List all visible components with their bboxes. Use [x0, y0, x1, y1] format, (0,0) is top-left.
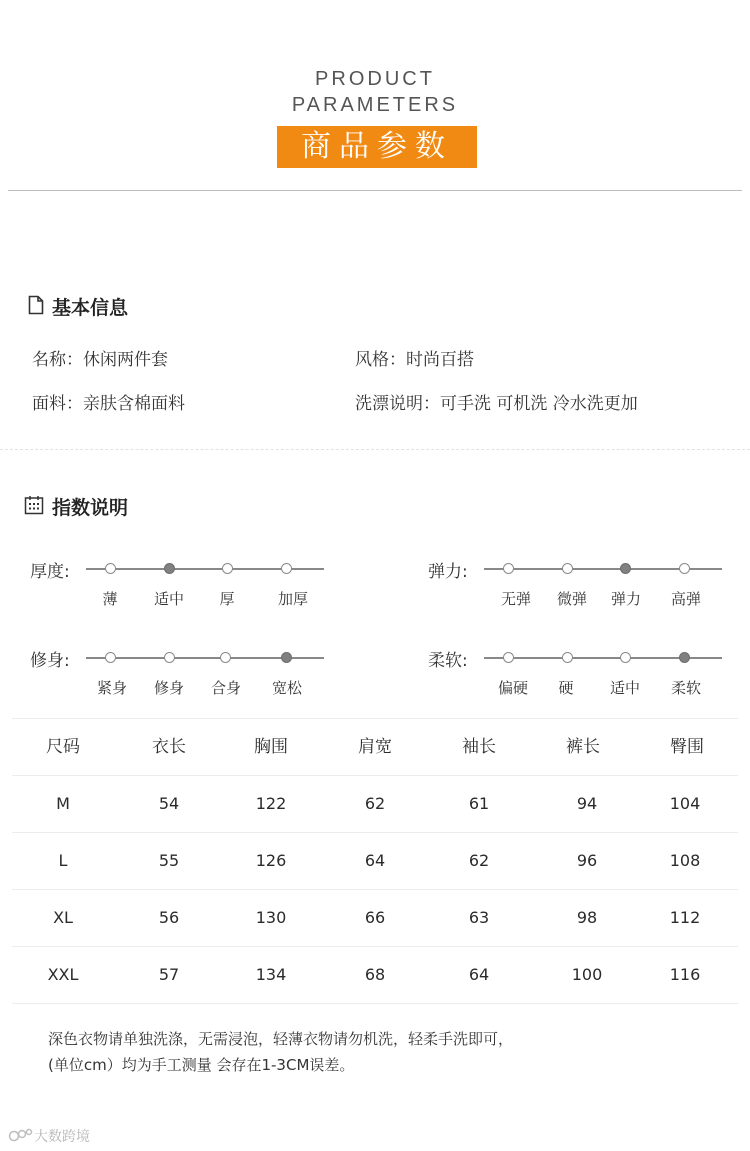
info-name — [32, 345, 168, 370]
care-note: 深色衣物请单独洗涤，无需浸泡，轻薄衣物请勿机洗，轻柔手洗即可， — [48, 1030, 514, 1048]
header-cn-title: 商品参数 — [277, 126, 477, 168]
table-header-row — [12, 718, 738, 775]
logo-icon — [8, 1127, 34, 1147]
scale-dot — [105, 652, 116, 663]
table-cell: L — [58, 851, 68, 870]
scale-dot — [222, 563, 233, 574]
scale-option: 合身 — [210, 679, 241, 697]
scale-option: 厚 — [219, 590, 235, 608]
watermark — [8, 1126, 90, 1147]
table-cell: 98 — [576, 908, 598, 927]
table-cell: XL — [53, 908, 73, 927]
table-cell: 94 — [576, 794, 598, 813]
scale-softness — [428, 646, 748, 702]
info-washing — [355, 389, 638, 414]
info-value: 时尚百搭 — [406, 350, 474, 370]
index-info-heading — [24, 495, 128, 521]
table-header-cell: 裤长 — [566, 737, 600, 757]
index-info-title: 指数说明 — [52, 497, 129, 519]
table-cell: 61 — [468, 794, 490, 813]
header-en-line1: PRODUCT — [315, 68, 435, 90]
table-cell: 96 — [576, 851, 598, 870]
table-cell: 104 — [669, 794, 701, 813]
info-label: 风格： — [355, 350, 406, 370]
info-label: 洗漂说明： — [355, 394, 440, 414]
scale-dot — [164, 652, 175, 663]
table-cell: 122 — [255, 794, 287, 813]
table-header-cell: 尺码 — [46, 737, 80, 757]
table-cell: 108 — [669, 851, 701, 870]
info-label: 面料： — [32, 394, 83, 414]
scale-dot — [220, 652, 231, 663]
scale-thickness — [30, 557, 350, 613]
table-cell: 62 — [364, 794, 386, 813]
scale-dot — [503, 652, 514, 663]
basic-info-heading — [28, 295, 128, 321]
document-icon — [28, 295, 44, 322]
table-cell: XXL — [47, 965, 79, 984]
table-cell: 116 — [669, 965, 701, 984]
scale-option: 宽松 — [271, 679, 302, 697]
scale-label: 修身: — [30, 651, 70, 671]
scale-option: 柔软 — [670, 679, 701, 697]
scale-option: 无弹 — [500, 590, 531, 608]
calendar-grid-icon — [24, 495, 44, 522]
table-row — [12, 889, 738, 946]
scale-dot — [503, 563, 514, 574]
table-cell: 130 — [255, 908, 287, 927]
scale-label: 厚度: — [30, 562, 70, 582]
info-fabric — [32, 389, 185, 414]
table-cell: 112 — [669, 908, 701, 927]
scale-dot — [562, 563, 573, 574]
table-cell: 62 — [468, 851, 490, 870]
header-en-line2: PARAMETERS — [291, 94, 459, 116]
scale-dot — [164, 563, 175, 574]
scale-dot — [562, 652, 573, 663]
scale-dot — [105, 563, 116, 574]
scale-dot — [679, 652, 690, 663]
scale-dot — [281, 563, 292, 574]
scale-option: 高弹 — [670, 590, 701, 608]
scale-label: 弹力: — [428, 562, 468, 582]
scale-label: 柔软: — [428, 651, 468, 671]
info-style — [355, 345, 474, 370]
table-header-cell: 袖长 — [462, 737, 496, 757]
scale-option: 修身 — [153, 679, 184, 697]
table-cell: 64 — [364, 851, 386, 870]
table-cell: 68 — [364, 965, 386, 984]
table-header-cell: 衣长 — [152, 737, 186, 757]
header-divider — [8, 190, 742, 191]
basic-info-title: 基本信息 — [52, 297, 129, 319]
scale-option: 微弹 — [556, 590, 587, 608]
scale-dot — [620, 652, 631, 663]
scale-option: 薄 — [102, 590, 118, 608]
table-cell: 57 — [158, 965, 180, 984]
section-divider — [0, 449, 750, 450]
table-header-cell: 肩宽 — [358, 737, 392, 757]
info-label: 名称： — [32, 350, 83, 370]
table-cell: 64 — [468, 965, 490, 984]
scale-option: 加厚 — [277, 590, 308, 608]
scale-option: 适中 — [153, 590, 184, 608]
scale-option: 偏硬 — [497, 679, 528, 697]
table-row — [12, 832, 738, 889]
scale-fit — [30, 646, 350, 702]
scale-option: 适中 — [609, 679, 640, 697]
scale-dot — [620, 563, 631, 574]
table-cell: 55 — [158, 851, 180, 870]
page-header — [0, 0, 750, 200]
table-header-cell: 臀围 — [670, 737, 704, 757]
size-table — [12, 718, 738, 1004]
table-cell: 63 — [468, 908, 490, 927]
scale-elasticity — [428, 557, 748, 613]
table-cell: 100 — [571, 965, 603, 984]
scale-option: 硬 — [558, 679, 574, 697]
scale-dot — [679, 563, 690, 574]
scale-option: 弹力 — [610, 590, 641, 608]
watermark-text: 大数跨境 — [34, 1129, 90, 1145]
measurement-note: (单位cm）均为手工测量 会存在1-3CM误差。 — [48, 1056, 355, 1074]
info-value: 亲肤含棉面料 — [83, 394, 185, 414]
table-cell: 66 — [364, 908, 386, 927]
table-cell: M — [56, 794, 70, 813]
info-value: 休闲两件套 — [83, 350, 168, 370]
table-row — [12, 946, 738, 1004]
table-cell: 56 — [158, 908, 180, 927]
table-row — [12, 775, 738, 832]
info-value: 可手洗 可机洗 冷水洗更加 — [440, 394, 638, 414]
scale-dot — [281, 652, 292, 663]
table-cell: 126 — [255, 851, 287, 870]
table-cell: 54 — [158, 794, 180, 813]
scale-option: 紧身 — [96, 679, 127, 697]
table-header-cell: 胸围 — [254, 737, 288, 757]
table-cell: 134 — [255, 965, 287, 984]
